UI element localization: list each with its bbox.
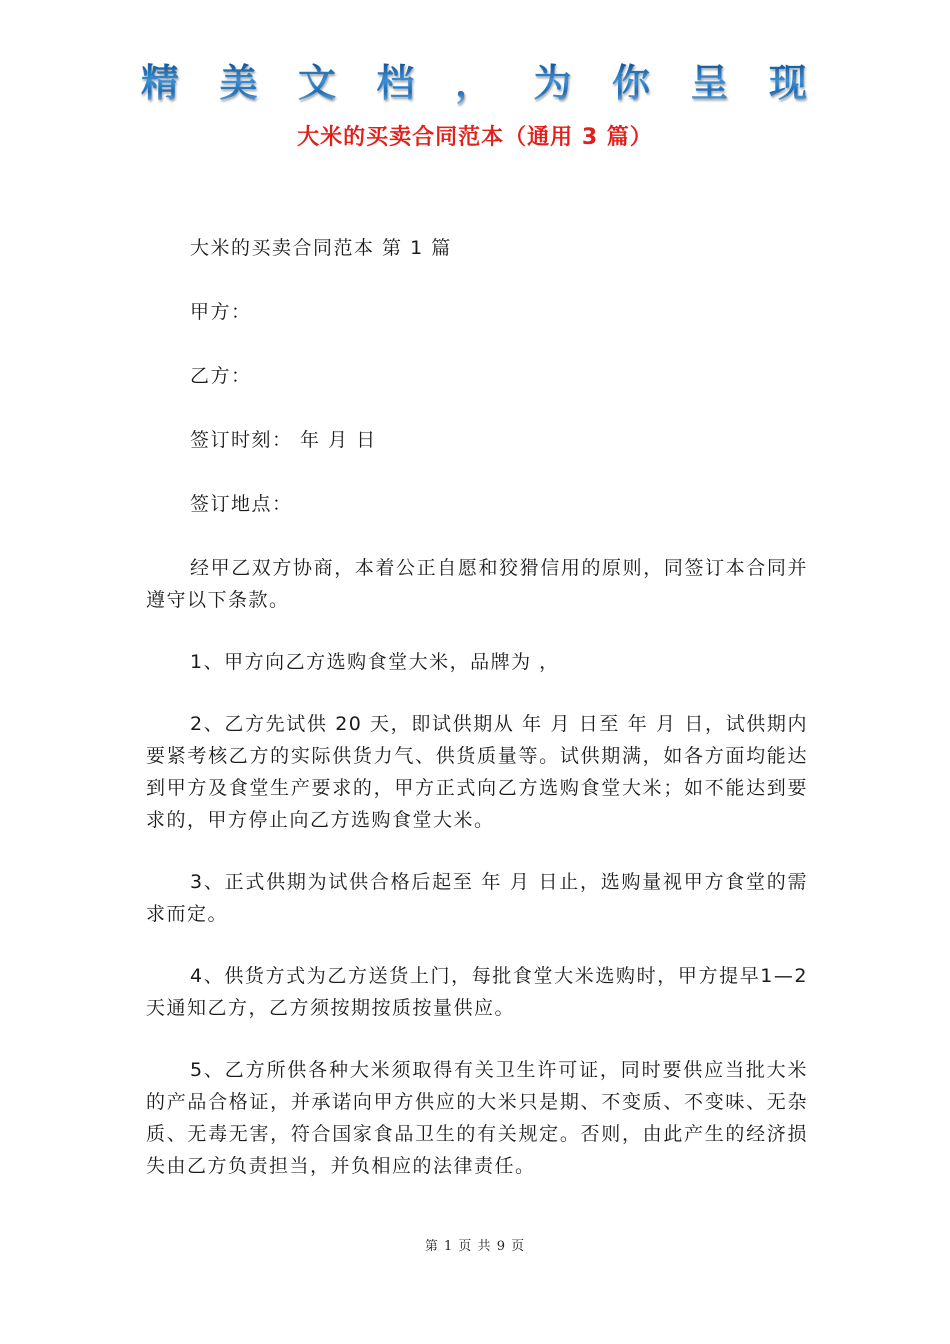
banner-char: 文 xyxy=(295,61,339,105)
signing-time-line: 签订时刻： 年 月 日 xyxy=(190,429,377,451)
clause-1: 1、甲方向乙方选购食堂大米，品牌为 ， xyxy=(190,651,560,673)
banner-char: 美 xyxy=(217,61,261,105)
party-b-line: 乙方： xyxy=(190,365,252,387)
document-title: 大米的买卖合同范本（通用 3 篇） xyxy=(297,125,653,150)
page-footer: 第 1 页 共 9 页 xyxy=(424,1239,526,1254)
signing-place-line: 签订地点： xyxy=(190,493,293,515)
banner-char: 现 xyxy=(766,61,810,105)
banner-slogan xyxy=(138,58,810,108)
banner-char: 精 xyxy=(138,61,182,105)
section-heading: 大米的买卖合同范本 第 1 篇 xyxy=(190,237,452,259)
clause-4: 4、供货方式为乙方送货上门，每批食堂大米选购时，甲方提早1—2 天通知乙方，乙方须按期按质按量供应。 xyxy=(146,965,808,1019)
party-a-line: 甲方： xyxy=(190,301,252,323)
clause-2: 2、乙方先试供 20 天，即试供期从 年 月 日至 年 月 日，试供期内要紧考核乙方的实际供货力气、供货质量等。试供期满，如各方面均能达到甲方及食堂生产要求的，甲方正式向乙方选购食堂大米；如不能达到要求的，甲方停止向乙方选购食堂大米。 xyxy=(146,713,808,831)
clause-3: 3、正式供期为试供合格后起至 年 月 日止，选购量视甲方食堂的需求而定。 xyxy=(146,871,808,925)
banner-char: 呈 xyxy=(688,61,732,105)
preamble-paragraph: 经甲乙双方协商，本着公正自愿和狡猾信用的原则，同签订本合同并遵守以下条款。 xyxy=(146,557,808,611)
banner-char: 为 xyxy=(531,61,575,105)
document-body xyxy=(146,232,808,1212)
banner-char: 档 xyxy=(374,61,418,105)
banner-char: ， xyxy=(452,61,496,105)
banner-char: 你 xyxy=(609,61,653,105)
clause-5: 5、乙方所供各种大米须取得有关卫生许可证，同时要供应当批大米的产品合格证，并承诺向甲方供应的大米只是期、不变质、不变味、无杂质、无毒无害，符合国家食品卫生的有关规定。否则，由此产生的经济损失由乙方负责担当，并负相应的法律责任。 xyxy=(146,1059,808,1177)
